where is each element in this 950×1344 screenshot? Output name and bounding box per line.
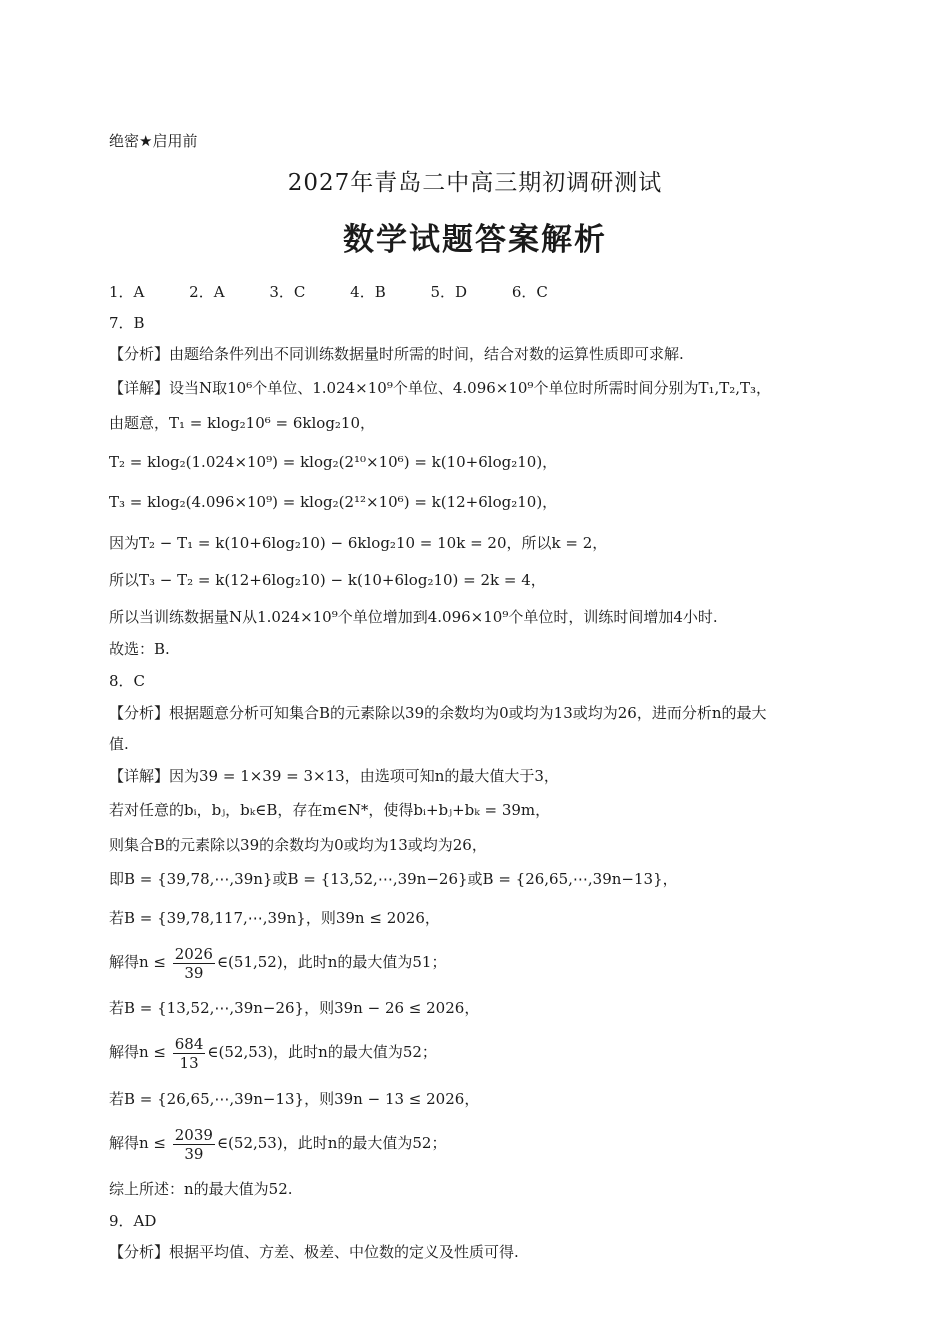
q8-step: 则集合B的元素除以39的余数均为0或均为13或均为26，: [109, 836, 487, 854]
q8-case-2: 若B = {13,52,⋯,39n−26}，则39n − 26 ≤ 2026，: [109, 999, 480, 1017]
question-9-answer: 9．AD: [109, 1212, 157, 1230]
q8-detail: 【详解】因为39 = 1×39 = 3×13，由选项可知n的最大值大于3，: [109, 767, 559, 785]
frac-suffix: ∈(51,52)，此时n的最大值为51；: [216, 953, 447, 971]
q8-case-3-result: [109, 1123, 446, 1163]
q7-step: T₂ = klog₂(1.024×10⁹) = klog₂(2¹⁰×10⁶) = k(10+6log₂10)，: [109, 453, 558, 471]
frac-suffix: ∈(52,53)，此时n的最大值为52；: [207, 1043, 437, 1061]
q8-case-2-result: [109, 1032, 437, 1072]
q9-analysis: 【分析】根据平均值、方差、极差、中位数的定义及性质可得.: [109, 1243, 519, 1261]
q8-analysis-cont: 值.: [109, 735, 129, 753]
frac-prefix: 解得n ≤: [109, 1134, 171, 1152]
fraction-numerator: 2039: [174, 1125, 213, 1144]
q7-choice: 故选：B.: [109, 640, 170, 658]
q7-detail: 【详解】设当N取10⁶个单位、1.024×10⁹个单位、4.096×10⁹个单位时所需时间分别为T₁,T₂,T₃，: [109, 379, 772, 397]
frac-prefix: 解得n ≤: [109, 953, 171, 971]
fraction: [173, 1126, 215, 1163]
fraction-denominator: 13: [179, 1053, 199, 1072]
fraction: [173, 1035, 206, 1072]
question-8-answer: 8．C: [109, 672, 146, 690]
q8-case-3: 若B = {26,65,⋯,39n−13}，则39n − 13 ≤ 2026，: [109, 1090, 480, 1108]
answer-list: [109, 281, 588, 302]
confidential-label: 绝密★启用前: [109, 132, 198, 150]
q8-step: 即B = {39,78,⋯,39n}或B = {13,52,⋯,39n−26}或B = {26,65,⋯,39n−13}，: [109, 870, 678, 888]
q7-step: 因为T₂ − T₁ = k(10+6log₂10) − 6klog₂10 = 10k = 20，所以k = 2，: [109, 534, 608, 552]
q8-analysis: 【分析】根据题意分析可知集合B的元素除以39的余数均为0或均为13或均为26，进而分析n的最大: [109, 704, 767, 722]
answer-item: 6．C: [511, 283, 548, 301]
question-7-answer: 7．B: [109, 314, 145, 332]
fraction: [173, 945, 215, 982]
q8-case-1-result: [109, 942, 446, 982]
q8-step: 若对任意的bᵢ，bⱼ，bₖ∈B，存在m∈N*，使得bᵢ+bⱼ+bₖ = 39m，: [109, 801, 551, 819]
q7-step: 由题意，T₁ = klog₂10⁶ = 6klog₂10，: [109, 414, 376, 432]
document-subtitle: 数学试题答案解析: [343, 222, 607, 258]
q7-step: T₃ = klog₂(4.096×10⁹) = klog₂(2¹²×10⁶) = k(12+6log₂10)，: [109, 493, 558, 511]
answer-item: 5．D: [430, 283, 468, 301]
fraction-denominator: 39: [184, 1144, 204, 1163]
fraction-denominator: 39: [184, 963, 204, 982]
q8-summary: 综上所述：n的最大值为52.: [109, 1180, 293, 1198]
fraction-numerator: 684: [174, 1034, 204, 1053]
answer-item: 1．A: [109, 283, 145, 301]
frac-prefix: 解得n ≤: [109, 1043, 171, 1061]
q7-analysis: 【分析】由题给条件列出不同训练数据量时所需的时间，结合对数的运算性质即可求解.: [109, 345, 684, 363]
frac-suffix: ∈(52,53)，此时n的最大值为52；: [216, 1134, 447, 1152]
fraction-numerator: 2026: [174, 944, 213, 963]
exam-title: 2027年青岛二中高三期初调研测试: [287, 170, 663, 196]
answer-item: 4．B: [350, 283, 386, 301]
q7-conclusion: 所以当训练数据量N从1.024×10⁹个单位增加到4.096×10⁹个单位时，训练时间增加4小时.: [109, 608, 718, 626]
q8-case-1: 若B = {39,78,117,⋯,39n}，则39n ≤ 2026，: [109, 909, 440, 927]
answer-item: 3．C: [269, 283, 306, 301]
answer-item: 2．A: [189, 283, 225, 301]
q7-step: 所以T₃ − T₂ = k(12+6log₂10) − k(10+6log₂10) = 2k = 4，: [109, 571, 546, 589]
